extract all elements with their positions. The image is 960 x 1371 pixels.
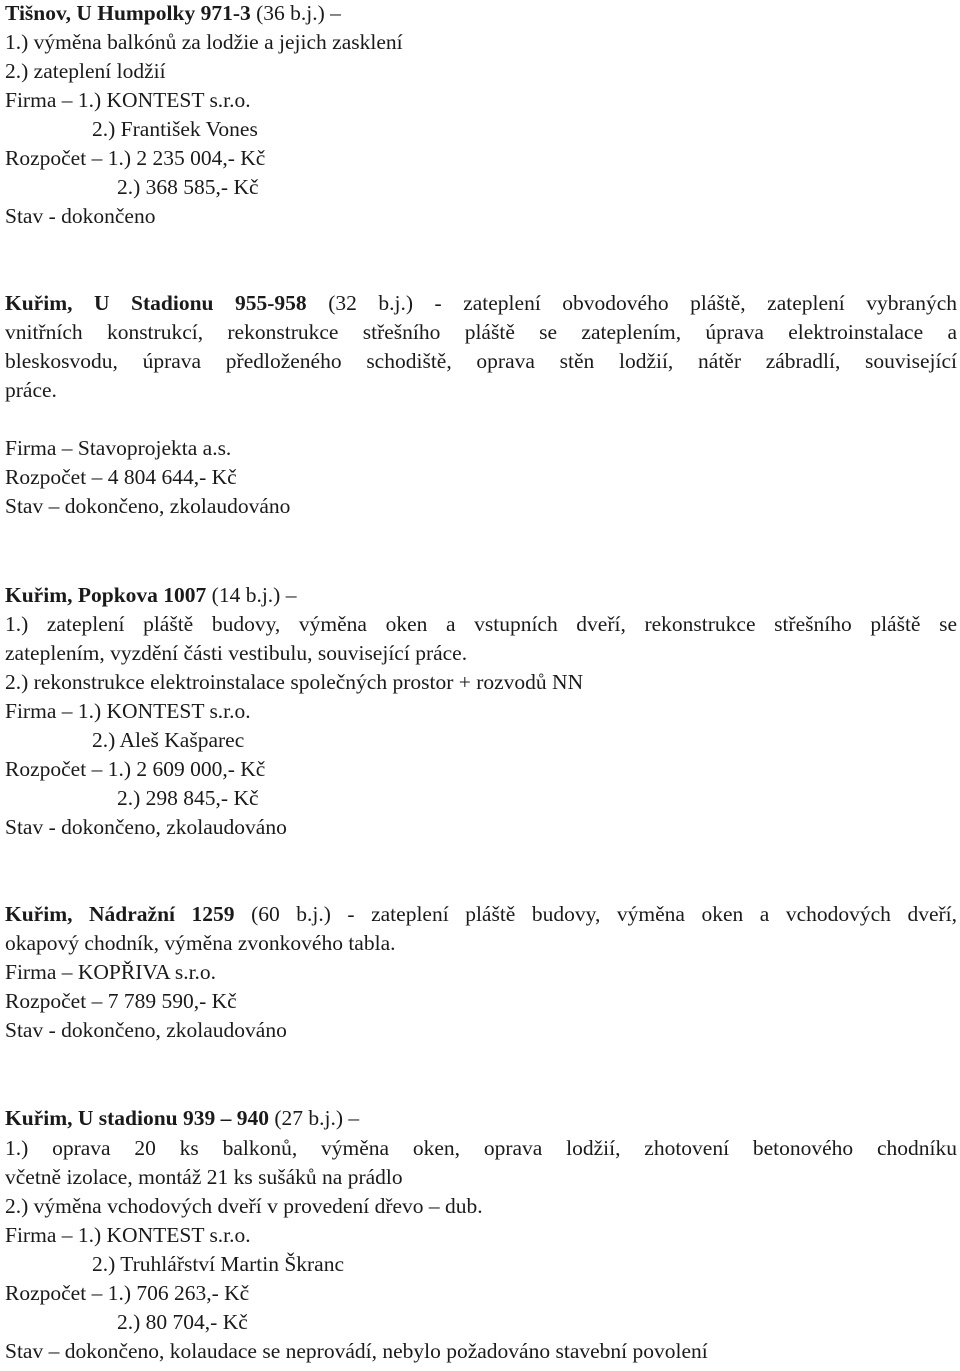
- work-item: včetně izolace, montáž 21 ks sušáků na prádlo: [5, 1165, 403, 1189]
- description-line: okapový chodník, výměna zvonkového tabla.: [5, 931, 396, 955]
- status-line: Stav - dokončeno, zkolaudováno: [5, 815, 287, 839]
- work-item: 1.) zateplení pláště budovy, výměna oken a vstupních dveří, rekonstrukce střešního pláště se: [5, 612, 957, 636]
- project-heading: [5, 293, 957, 315]
- budget-line: Rozpočet – 4 804 644,- Kč: [5, 465, 237, 489]
- status-line: Stav – dokončeno, zkolaudováno: [5, 494, 291, 518]
- project-heading: [5, 904, 957, 926]
- project-heading: [5, 1108, 359, 1130]
- project-units: (32 b.j.) - zateplení obvodového pláště, zateplení vybraných: [328, 291, 957, 315]
- work-item: 2.) zateplení lodžií: [5, 59, 166, 83]
- budget-line: Rozpočet – 7 789 590,- Kč: [5, 989, 237, 1013]
- project-units: (36 b.j.) –: [256, 1, 341, 25]
- project-units: (60 b.j.) - zateplení pláště budovy, výměna oken a vchodových dveří,: [251, 902, 958, 926]
- status-line: Stav - dokončeno, zkolaudováno: [5, 1018, 287, 1042]
- contractor-line: Firma – 1.) KONTEST s.r.o.: [5, 699, 251, 723]
- project-address: Kuřim, Popkova 1007: [5, 583, 207, 607]
- budget-line: 2.) 368 585,- Kč: [117, 175, 259, 199]
- contractor-line: Firma – Stavoprojekta a.s.: [5, 436, 232, 460]
- work-item: zateplením, vyzdění části vestibulu, související práce.: [5, 641, 468, 665]
- project-heading: [5, 3, 341, 25]
- description-line: vnitřních konstrukcí, rekonstrukce střešního pláště se zateplením, úprava elektroinstalace a: [5, 320, 957, 344]
- budget-line: 2.) 80 704,- Kč: [117, 1310, 248, 1334]
- project-address: Kuřim, Nádražní 1259: [5, 902, 235, 926]
- project-address: Tišnov, U Humpolky 971-3: [5, 1, 251, 25]
- contractor-line: 2.) František Vones: [92, 117, 258, 141]
- contractor-line: Firma – KOPŘIVA s.r.o.: [5, 960, 217, 984]
- project-units: (14 b.j.) –: [211, 583, 297, 607]
- project-heading: [5, 585, 296, 607]
- work-item: 2.) rekonstrukce elektroinstalace společných prostor + rozvodů NN: [5, 670, 584, 694]
- status-line: Stav - dokončeno: [5, 204, 156, 228]
- contractor-line: Firma – 1.) KONTEST s.r.o.: [5, 1223, 251, 1247]
- contractor-line: Firma – 1.) KONTEST s.r.o.: [5, 88, 251, 112]
- work-item: 1.) oprava 20 ks balkonů, výměna oken, oprava lodžií, zhotovení betonového chodníku: [5, 1136, 957, 1160]
- description-line: bleskosvodu, úprava předloženého schodiště, oprava stěn lodžií, nátěr zábradlí, související: [5, 349, 957, 373]
- project-units: (27 b.j.) –: [274, 1106, 360, 1130]
- project-address: Kuřim, U stadionu 939 – 940: [5, 1106, 270, 1130]
- project-address: Kuřim, U Stadionu 955-958: [5, 291, 307, 315]
- work-item: 1.) výměna balkónů za lodžie a jejich zasklení: [5, 30, 403, 54]
- budget-line: 2.) 298 845,- Kč: [117, 786, 259, 810]
- work-item: 2.) výměna vchodových dveří v provedení dřevo – dub.: [5, 1194, 483, 1218]
- budget-line: Rozpočet – 1.) 2 609 000,- Kč: [5, 757, 266, 781]
- description-line: práce.: [5, 378, 57, 402]
- budget-line: Rozpočet – 1.) 706 263,- Kč: [5, 1281, 250, 1305]
- status-line: Stav – dokončeno, kolaudace se neprovádí, nebylo požadováno stavební povolení: [5, 1339, 708, 1363]
- contractor-line: 2.) Aleš Kašparec: [92, 728, 245, 752]
- contractor-line: 2.) Truhlářství Martin Škranc: [92, 1252, 345, 1276]
- budget-line: Rozpočet – 1.) 2 235 004,- Kč: [5, 146, 266, 170]
